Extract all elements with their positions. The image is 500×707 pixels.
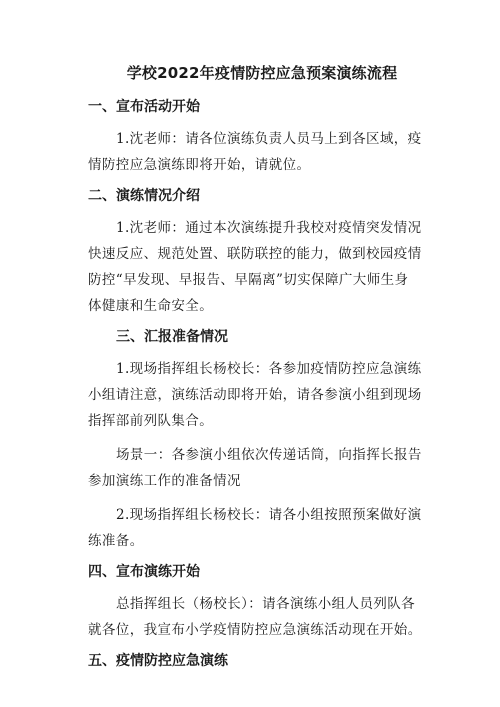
section-paragraph: 2.现场指挥组长杨校长：请各小组按照预案做好演练准备。 — [88, 507, 422, 549]
section-heading: 五、疫情防控应急演练 — [88, 653, 228, 669]
section-heading: 三、汇报准备情况 — [116, 329, 228, 345]
section-drill-introduction — [88, 186, 422, 319]
section-heading: 四、宣布演练开始 — [88, 564, 200, 580]
section-announce-start — [88, 97, 422, 178]
document-title: 学校2022年疫情防控应急预案演练流程 — [126, 64, 398, 82]
section-paragraph: 总指挥组长（杨校长）：请各演练小组人员列队各就各位，我宣布小学疫情防控应急演练活动现在开始。 — [88, 596, 422, 638]
section-heading: 二、演练情况介绍 — [88, 188, 200, 204]
section-epidemic-drill — [88, 651, 422, 671]
section-report-preparation — [88, 327, 422, 554]
section-paragraph: 场景一：各参演小组依次传递话筒，向指挥长报告参加演练工作的准备情况 — [88, 447, 422, 489]
section-paragraph: 1.现场指挥组长杨校长：各参加疫情防控应急演练小组请注意，演练活动即将开始，请各参演小组到现场指挥部前列队集合。 — [88, 361, 422, 429]
section-announce-drill-start — [88, 562, 422, 643]
section-heading: 一、宣布活动开始 — [88, 99, 200, 115]
section-paragraph: 1.沈老师：请各位演练负责人员马上到各区域，疫情防控应急演练即将开始，请就位。 — [88, 131, 422, 173]
section-paragraph: 1.沈老师：通过本次演练提升我校对疫情突发情况快速反应、规范处置、联防联控的能力，做到校园疫情防控“早发现、早报告、早隔离”切实保障广大师生身体健康和生命安全。 — [88, 220, 422, 314]
